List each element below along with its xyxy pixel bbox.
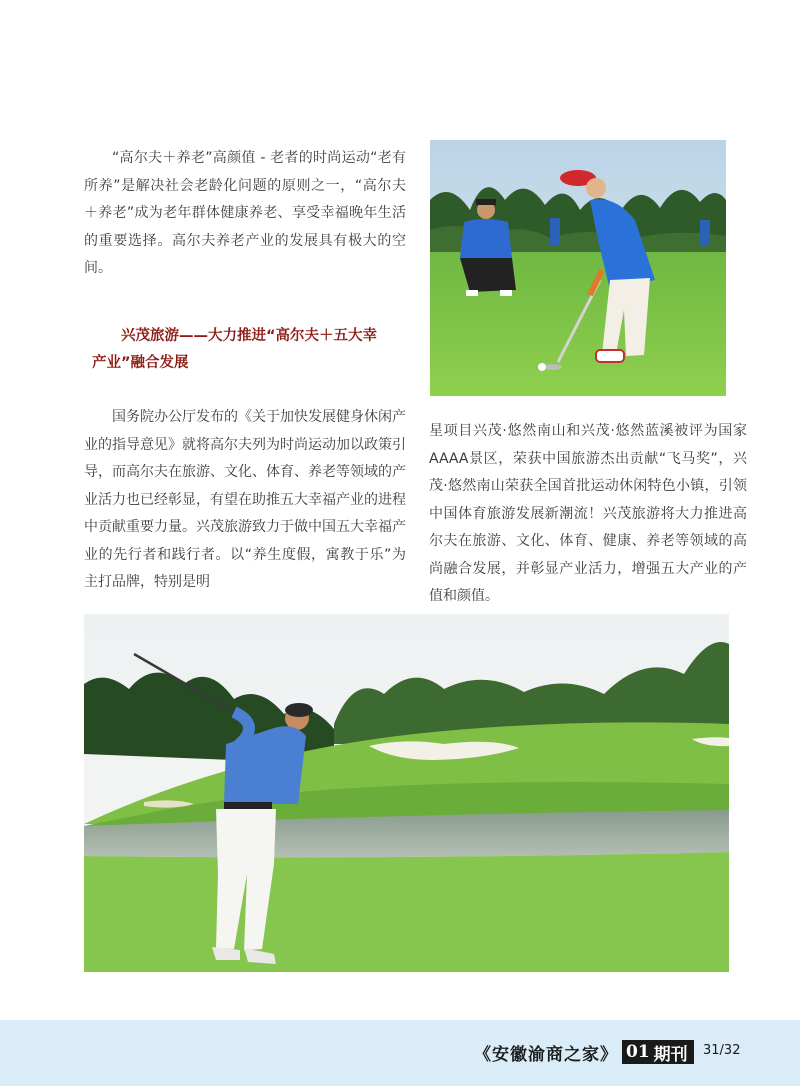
- golfer-swing-photo: [84, 614, 729, 972]
- issue-badge: [622, 1040, 694, 1064]
- body-paragraph-left: 国务院办公厅发布的《关于加快发展健身休闲产业的指导意见》就将高尔夫列为时尚运动加以政策引导，而高尔夫在旅游、文化、体育、养老等领域的产业活力也已经彰显，有望在助推五大幸福产业的进程中贡献重要力量。兴茂旅游致力于做中国五大幸福产业的先行者和践行者。以“养生度假，寓教于乐”为主打品牌，特别是明: [84, 409, 406, 590]
- child-putting-photo: [430, 140, 726, 396]
- golfer-swing-illustration: [84, 614, 729, 972]
- body-paragraph-right: 星项目兴茂·悠然南山和兴茂·悠然蓝溪被评为国家AAAA景区，荣获中国旅游杰出贡献“飞马奖”，兴茂·悠然南山荣获全国首批运动休闲特色小镇，引领中国体育旅游发展新潮流！兴茂旅游将大力推进高尔夫在旅游、文化、体育、健康、养老等领域的高尚融合发展，并彰显产业活力，增强五大产业的产值和颜值。: [429, 423, 747, 604]
- magazine-name: 《安徽渝商之家》: [474, 1045, 618, 1065]
- child-putting-illustration: [430, 140, 726, 396]
- issue-number: 01: [626, 1042, 650, 1062]
- section-heading: 兴茂旅游——大力推进“高尔夫＋五大幸产业”融合发展: [92, 328, 378, 371]
- page-number: 31/32: [703, 1043, 741, 1058]
- intro-paragraph: “高尔夫＋养老”高颜值 - 老者的时尚运动“老有所养”是解决社会老龄化问题的原则之一，“高尔夫＋养老”成为老年群体健康养老、享受幸福晚年生活的重要选择。高尔夫养老产业的发展具有极大的空间。: [84, 150, 406, 276]
- issue-word: 期刊: [653, 1044, 688, 1065]
